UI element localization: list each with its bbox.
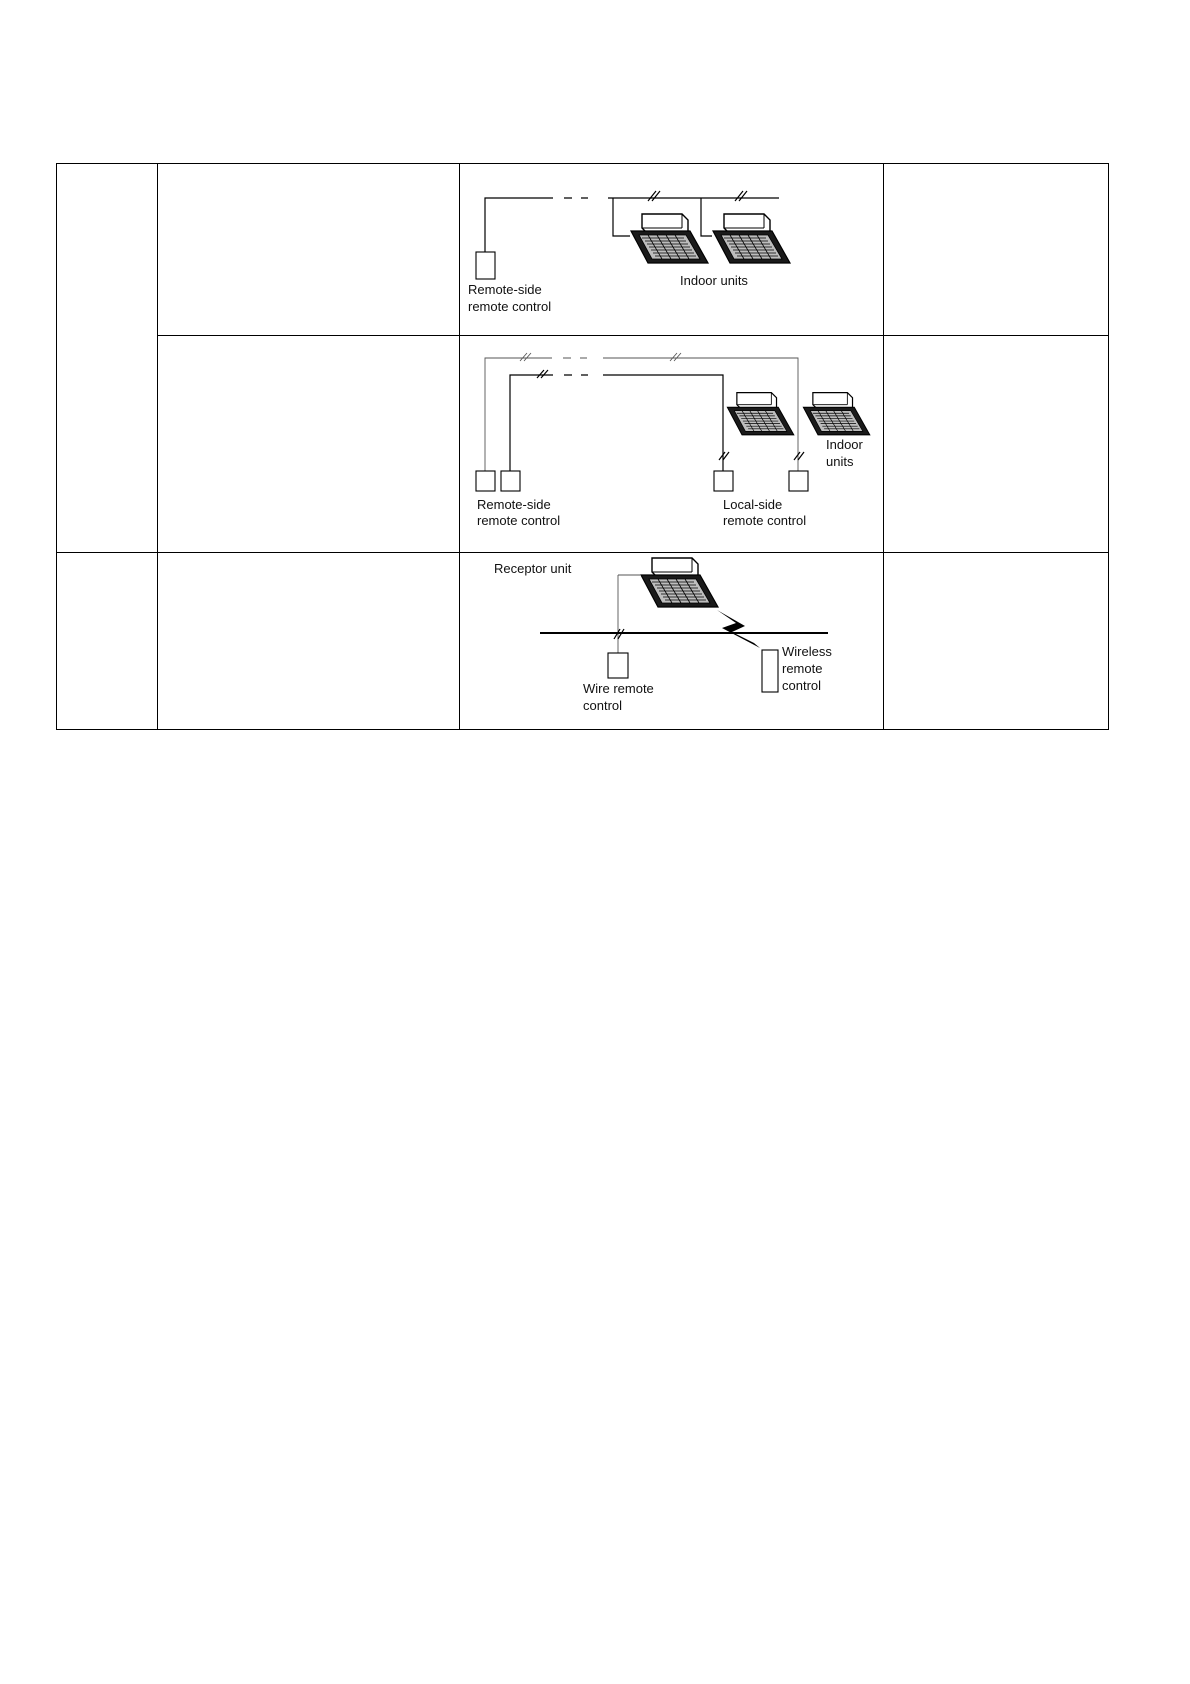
table-cell <box>884 553 1109 730</box>
table-cell <box>57 164 158 553</box>
wireless-signal-icon <box>717 610 760 648</box>
indoor-unit-icon <box>803 393 869 435</box>
diagram-cell <box>460 164 884 336</box>
table-cell <box>158 553 460 730</box>
single-remote-group-diagram <box>460 164 883 334</box>
receptor-unit-label: Receptor unit <box>494 561 572 576</box>
indoor-unit-icon <box>631 214 708 263</box>
control-label: control <box>782 678 822 693</box>
wire-remote-label: Wire remote <box>583 681 654 696</box>
remote-side-label: Remote-side <box>477 497 551 512</box>
diagram-cell <box>460 336 884 553</box>
table-cell <box>158 164 460 336</box>
indoor-units-label: Indoor units <box>680 273 748 288</box>
remote-control-table <box>56 163 1109 730</box>
units-label: units <box>826 454 854 469</box>
remote-control-box <box>714 471 733 491</box>
wired-and-wireless-control-diagram <box>460 553 883 728</box>
receptor-unit-icon <box>641 558 718 607</box>
remote-control-label: remote control <box>468 299 552 314</box>
remote-control-box <box>608 653 628 678</box>
local-side-label: Local-side <box>723 497 783 512</box>
remote-and-local-control-diagram <box>460 336 883 551</box>
wireless-remote-box <box>762 650 778 692</box>
wireless-label: Wireless <box>782 644 832 659</box>
table-cell <box>57 553 158 730</box>
table-cell <box>884 336 1109 553</box>
remote-control-box <box>501 471 520 491</box>
table-cell <box>884 164 1109 336</box>
table-row <box>57 553 1109 730</box>
diagram-cell <box>460 553 884 730</box>
remote-side-label: Remote-side <box>468 282 542 297</box>
table-row <box>57 336 1109 553</box>
remote-control-box <box>476 252 495 279</box>
remote-label: remote <box>782 661 823 676</box>
remote-control-label: remote control <box>477 513 561 528</box>
control-label: control <box>583 698 623 713</box>
indoor-label: Indoor <box>826 437 863 452</box>
table-cell <box>158 336 460 553</box>
indoor-unit-icon <box>713 214 790 263</box>
remote-control-box <box>476 471 495 491</box>
indoor-unit-icon <box>727 393 793 435</box>
local-remote-control-label: remote control <box>723 513 807 528</box>
table-row <box>57 164 1109 336</box>
remote-control-box <box>789 471 808 491</box>
